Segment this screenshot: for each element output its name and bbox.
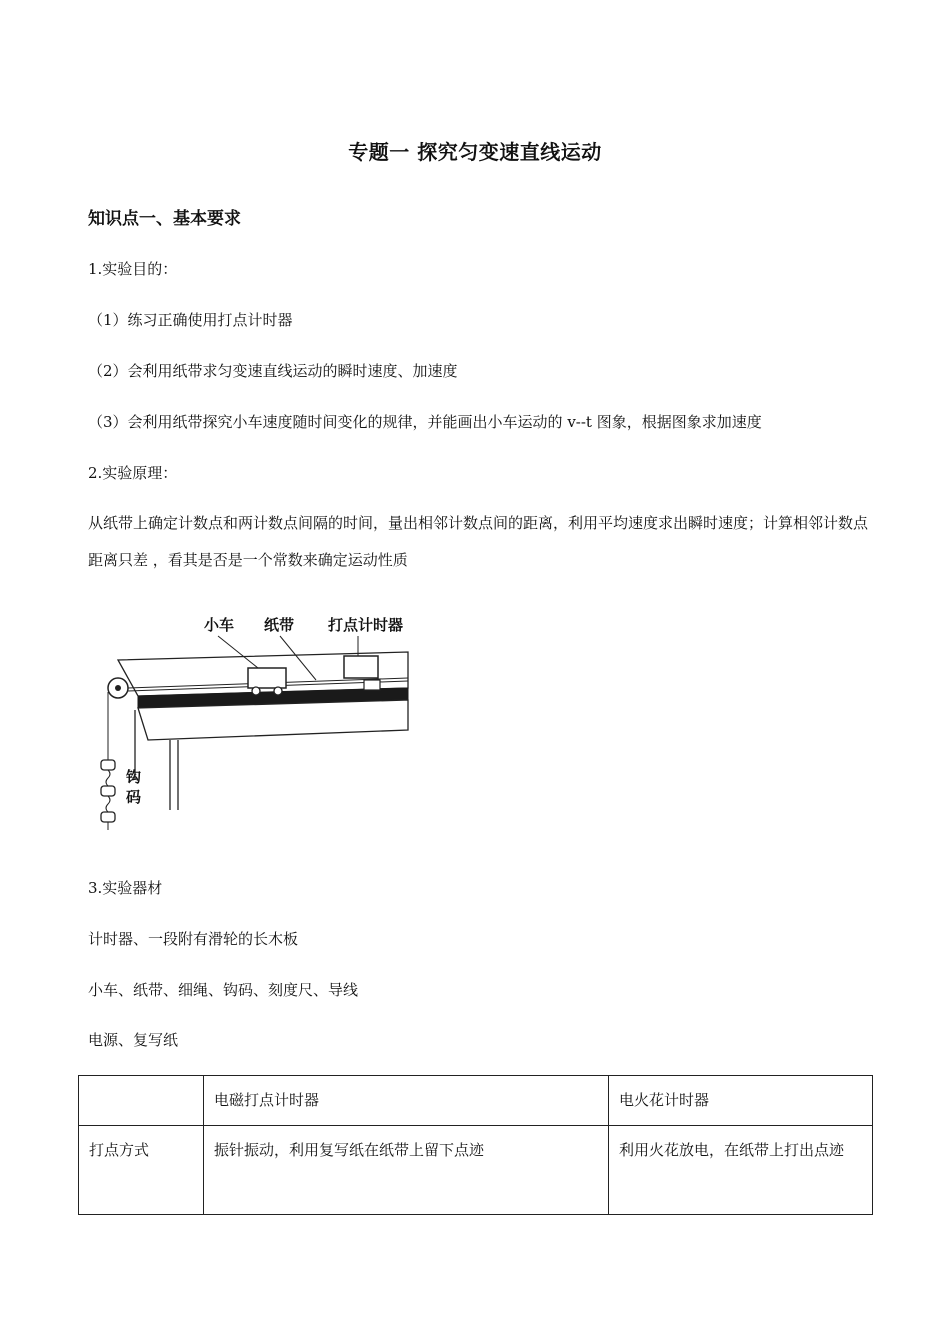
comparison-table bbox=[78, 1075, 873, 1215]
table-header-cell: 电火花计时器 bbox=[609, 1076, 873, 1126]
equipment-heading: 3.实验器材 bbox=[88, 879, 163, 897]
table-header-cell bbox=[79, 1076, 204, 1126]
car-icon bbox=[248, 668, 286, 688]
table-header-row bbox=[79, 1076, 873, 1126]
table-cell: 振针振动，利用复写纸在纸带上留下点迹 bbox=[204, 1126, 609, 1215]
timer-icon bbox=[344, 656, 378, 678]
purpose-item-1: （1）练习正确使用打点计时器 bbox=[88, 311, 293, 329]
equipment-line-1: 计时器、一段附有滑轮的长木板 bbox=[88, 930, 299, 948]
label-car: 小车 bbox=[204, 616, 235, 634]
equipment-line-2: 小车、纸带、细绳、钩码、刻度尺、导线 bbox=[88, 981, 359, 999]
page-title: 专题一 探究匀变速直线运动 bbox=[348, 140, 602, 164]
principle-text: 从纸带上确定计数点和两计数点间隔的时间，量出相邻计数点间的距离，利用平均速度求出瞬时速度；计算相邻计数点距离只差 ，看其是否是一个常数来确定运动性质 bbox=[88, 514, 869, 569]
table-cell: 打点方式 bbox=[79, 1126, 204, 1215]
table-header-cell: 电磁打点计时器 bbox=[204, 1076, 609, 1126]
label-tape: 纸带 bbox=[264, 616, 295, 634]
table-cell: 利用火花放电，在纸带上打出点迹 bbox=[609, 1126, 873, 1215]
label-timer: 打点计时器 bbox=[328, 616, 404, 634]
label-weights-1: 钩 bbox=[126, 768, 142, 786]
experiment-figure bbox=[88, 600, 428, 840]
equipment-line-3: 电源、复写纸 bbox=[88, 1031, 179, 1049]
table-row bbox=[79, 1126, 873, 1215]
purpose-item-3: （3）会利用纸带探究小车速度随时间变化的规律，并能画出小车运动的 v--t 图象，根据图象求加速度 bbox=[88, 413, 762, 431]
section-heading: 知识点一、基本要求 bbox=[88, 209, 241, 229]
principle-heading: 2.实验原理： bbox=[88, 464, 178, 482]
apparatus-diagram bbox=[88, 600, 428, 840]
weights-icon bbox=[101, 760, 115, 830]
purpose-item-2: （2）会利用纸带求匀变速直线运动的瞬时速度、加速度 bbox=[88, 362, 458, 380]
purpose-heading: 1.实验目的： bbox=[88, 260, 178, 278]
label-weights-2: 码 bbox=[126, 788, 142, 806]
